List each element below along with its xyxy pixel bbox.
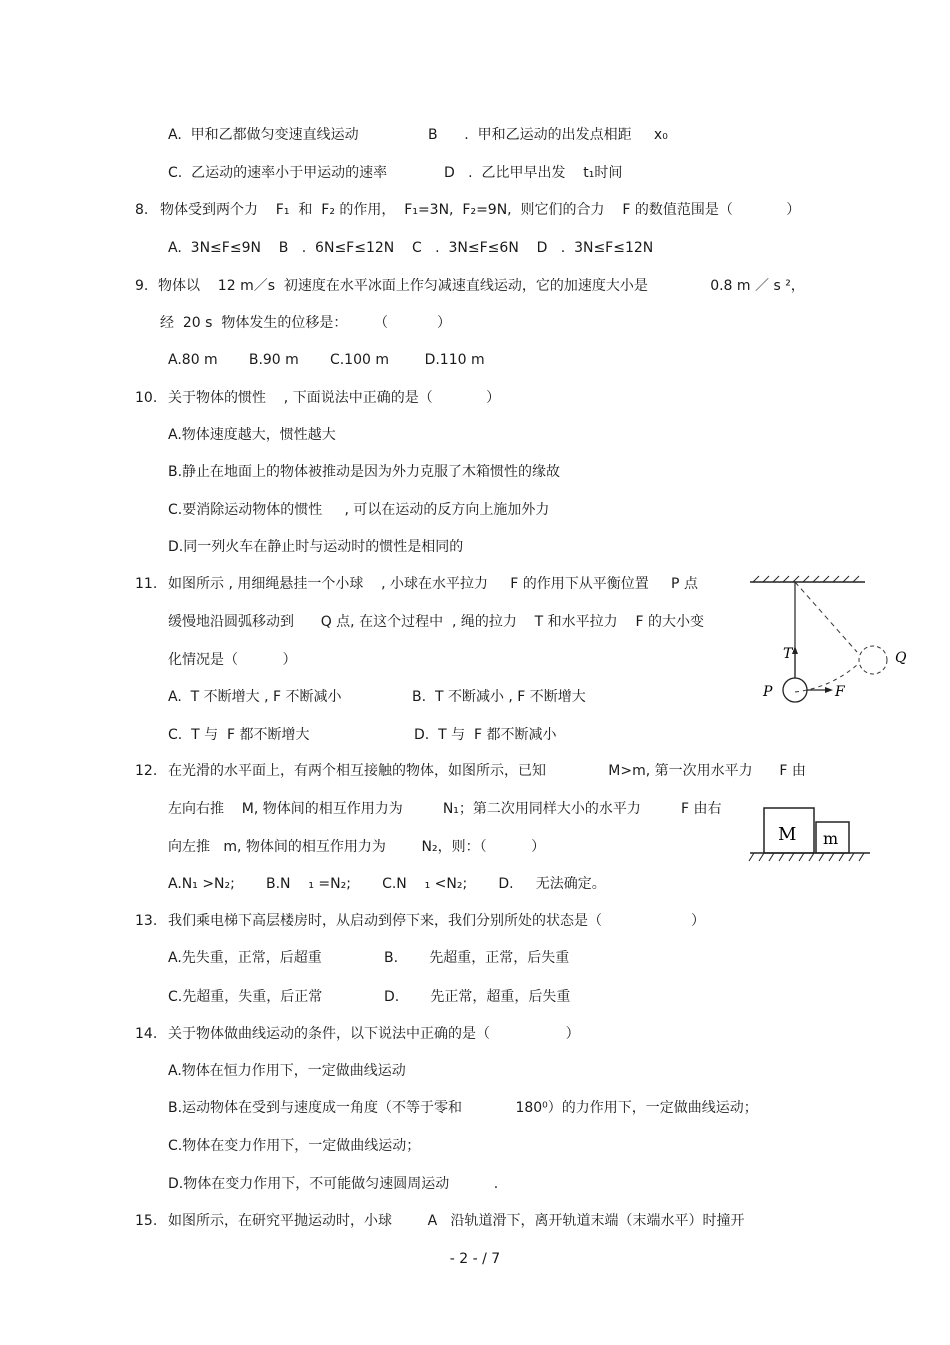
q10-option-d: D.同一列火车在静止时与运动时的惯性是相同的 bbox=[168, 539, 464, 555]
q12-stem-2: 左向右推 M, 物体间的相互作用力为 N₁；第二次用同样大小的水平力 F 由右 bbox=[168, 801, 722, 817]
q13-option-c: C.先超重，失重，后正常 bbox=[168, 989, 323, 1005]
q10-option-a: A.物体速度越大，惯性越大 bbox=[168, 427, 336, 443]
q13-option-b: B. 先超重，正常，后失重 bbox=[384, 950, 570, 966]
q8-options: A. 3N≤F≤9N B . 6N≤F≤12N C . 3N≤F≤6N D . 3N≤F≤12N bbox=[168, 240, 654, 256]
q10-number: 10. bbox=[135, 390, 158, 406]
q8-number: 8. bbox=[135, 202, 149, 218]
q7-option-a: A. 甲和乙都做匀变速直线运动 bbox=[168, 127, 359, 143]
q9-number: 9. bbox=[135, 278, 149, 294]
blocks-figure bbox=[748, 798, 873, 870]
q12-stem-1: 在光滑的水平面上，有两个相互接触的物体，如图所示，已知 M>m, 第一次用水平力 F 由 bbox=[168, 763, 806, 779]
q11-option-b: B. T 不断减小 , F 不断增大 bbox=[412, 689, 586, 705]
force-f-label: F bbox=[835, 684, 845, 700]
q11-stem-1: 如图所示 , 用细绳悬挂一个小球 , 小球在水平拉力 F 的作用下从平衡位置 P 点 bbox=[168, 576, 698, 592]
point-p-label: P bbox=[763, 684, 773, 700]
q14-option-a: A.物体在恒力作用下，一定做曲线运动 bbox=[168, 1063, 406, 1079]
q11-number: 11. bbox=[135, 576, 158, 592]
q11-option-c: C. T 与 F 都不断增大 bbox=[168, 727, 310, 743]
pendulum-figure bbox=[745, 570, 920, 715]
q12-options: A.N₁ >N₂; B.N ₁ =N₂; C.N ₁ <N₂; D. 无法确定。 bbox=[168, 876, 606, 892]
q15-stem: 如图所示，在研究平抛运动时，小球 A 沿轨道滑下，离开轨道末端（末端水平）时撞开 bbox=[168, 1213, 745, 1229]
q13-number: 13. bbox=[135, 913, 158, 929]
q11-option-d: D. T 与 F 都不断减小 bbox=[414, 727, 557, 743]
q14-option-d: D.物体在变力作用下，不可能做匀速圆周运动 . bbox=[168, 1176, 499, 1192]
q12-stem-3: 向左推 m, 物体间的相互作用力为 N₂，则：（ ） bbox=[168, 839, 546, 855]
q9-stem-2: 经 20 s 物体发生的位移是： （ ） bbox=[160, 315, 452, 331]
q11-stem-3: 化情况是（ ） bbox=[168, 652, 297, 668]
q14-option-c: C.物体在变力作用下，一定做曲线运动； bbox=[168, 1138, 421, 1154]
q13-option-d: D. 先正常，超重，后失重 bbox=[384, 989, 571, 1005]
q9-stem: 物体以 12 m／s 初速度在水平冰面上作匀减速直线运动，它的加速度大小是 0.8 m ／ s ²， bbox=[158, 278, 805, 294]
q11-stem-2: 缓慢地沿圆弧移动到 Q 点, 在这个过程中 , 绳的拉力 T 和水平拉力 F 的大小变 bbox=[168, 614, 704, 630]
q14-stem: 关于物体做曲线运动的条件，以下说法中正确的是（ ） bbox=[168, 1026, 580, 1042]
block-m-big-label: M bbox=[778, 824, 797, 845]
q12-number: 12. bbox=[135, 763, 158, 779]
q11-option-a: A. T 不断增大 , F 不断减小 bbox=[168, 689, 342, 705]
q8-stem: 物体受到两个力 F₁ 和 F₂ 的作用， F₁=3N, F₂=9N, 则它们的合力 F 的数值范围是（ ） bbox=[160, 202, 801, 218]
q10-option-c: C.要消除运动物体的惯性 , 可以在运动的反方向上施加外力 bbox=[168, 502, 550, 518]
tension-label: T bbox=[783, 646, 793, 662]
q15-number: 15. bbox=[135, 1213, 158, 1229]
q9-options: A.80 m B.90 m C.100 m D.110 m bbox=[168, 352, 485, 368]
q13-stem: 我们乘电梯下高层楼房时，从启动到停下来，我们分别所处的状态是（ ） bbox=[168, 913, 706, 929]
q7-option-b: B . 甲和乙运动的出发点相距 x₀ bbox=[428, 127, 668, 143]
q13-option-a: A.先失重，正常，后超重 bbox=[168, 950, 322, 966]
q7-option-d: D . 乙比甲早出发 t₁时间 bbox=[444, 165, 623, 181]
q7-option-c: C. 乙运动的速率小于甲运动的速率 bbox=[168, 165, 388, 181]
block-m-small-label: m bbox=[823, 829, 839, 848]
page-number: - 2 - / 7 bbox=[449, 1251, 501, 1267]
point-q-label: Q bbox=[895, 650, 907, 666]
q10-stem: 关于物体的惯性 , 下面说法中正确的是（ ） bbox=[168, 390, 501, 406]
q10-option-b: B.静止在地面上的物体被推动是因为外力克服了木箱惯性的缘故 bbox=[168, 464, 561, 480]
q14-number: 14. bbox=[135, 1026, 158, 1042]
q14-option-b: B.运动物体在受到与速度成一角度（不等于零和 180⁰）的力作用下，一定做曲线运动； bbox=[168, 1100, 758, 1116]
